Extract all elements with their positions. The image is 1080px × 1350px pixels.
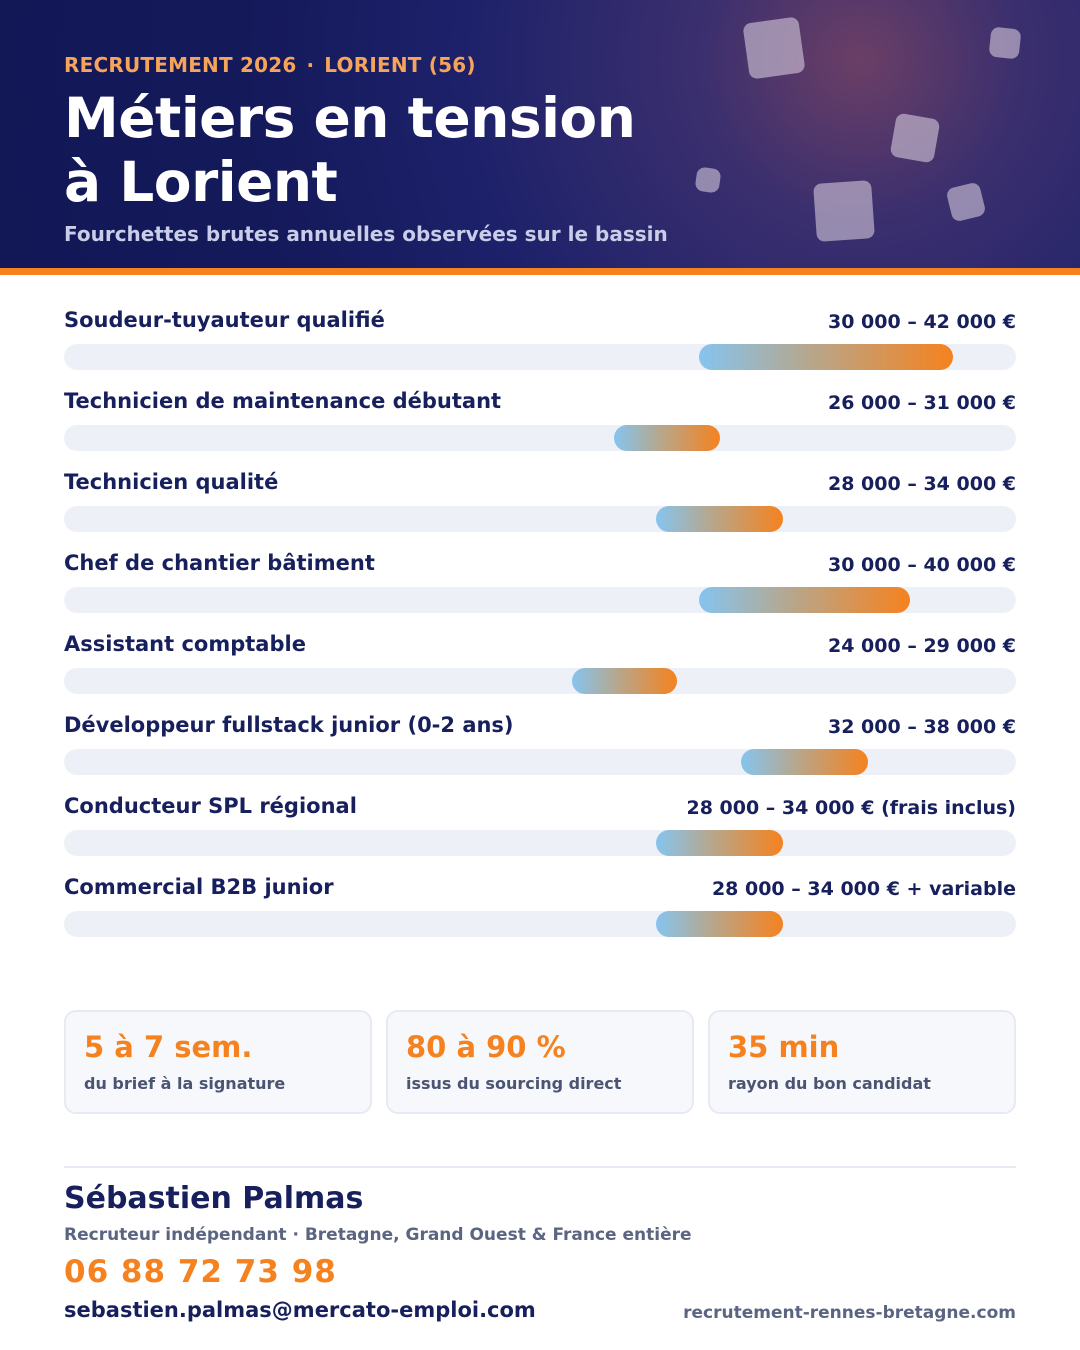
range-track	[64, 506, 1016, 532]
row-label: Développeur fullstack junior (0-2 ans)	[64, 713, 514, 737]
website-link[interactable]: recrutement-rennes-bretagne.com	[683, 1303, 1016, 1323]
row-range-label: 32 000 – 38 000 €	[828, 716, 1016, 738]
decorative-square	[989, 27, 1022, 60]
contact-name: Sébastien Palmas	[64, 1181, 364, 1216]
range-track	[64, 587, 1016, 613]
range-bar	[741, 749, 868, 775]
row-range-label: 30 000 – 42 000 €	[828, 311, 1016, 333]
header-banner	[0, 0, 1080, 268]
row-range-label: 28 000 – 34 000 €	[828, 473, 1016, 495]
decorative-square	[742, 16, 805, 79]
stat-value: 35 min	[728, 1030, 840, 1064]
range-bar	[572, 668, 678, 694]
stat-label: rayon du bon candidat	[728, 1074, 931, 1093]
header-kicker	[64, 53, 476, 77]
title-line-1: Métiers en tension	[64, 86, 636, 150]
decorative-square	[945, 181, 986, 222]
row-label: Assistant comptable	[64, 632, 306, 656]
decorative-square	[813, 180, 875, 242]
header-accent-bar	[0, 268, 1080, 275]
row-label: Technicien qualité	[64, 470, 279, 494]
range-track	[64, 668, 1016, 694]
range-bar	[656, 911, 783, 937]
contact-email-link[interactable]: sebastien.palmas@mercato-emploi.com	[64, 1298, 536, 1322]
row-label: Conducteur SPL régional	[64, 794, 357, 818]
row-label: Commercial B2B junior	[64, 875, 334, 899]
range-track	[64, 749, 1016, 775]
range-track	[64, 425, 1016, 451]
stat-label: du brief à la signature	[84, 1074, 286, 1093]
stat-card-sourcing	[386, 1010, 694, 1114]
row-label: Technicien de maintenance débutant	[64, 389, 502, 413]
range-bar	[699, 587, 911, 613]
footer-divider	[64, 1166, 1016, 1168]
range-bar	[656, 830, 783, 856]
row-label: Soudeur-tuyauteur qualifié	[64, 308, 385, 332]
range-track	[64, 830, 1016, 856]
row-range-label: 28 000 – 34 000 € (frais inclus)	[686, 797, 1016, 819]
kicker-year: RECRUTEMENT 2026	[64, 53, 297, 77]
stat-value: 5 à 7 sem.	[84, 1030, 253, 1064]
kicker-separator: ·	[306, 53, 315, 77]
range-track	[64, 344, 1016, 370]
row-label: Chef de chantier bâtiment	[64, 551, 375, 575]
page-title	[64, 86, 764, 214]
row-range-label: 30 000 – 40 000 €	[828, 554, 1016, 576]
kicker-location: LORIENT (56)	[324, 53, 476, 77]
contact-phone-link[interactable]: 06 88 72 73 98	[64, 1254, 337, 1290]
title-line-2: à Lorient	[64, 150, 338, 214]
contact-role: Recruteur indépendant · Bretagne, Grand Ouest & France entière	[64, 1225, 692, 1245]
stat-card-delay	[64, 1010, 372, 1114]
stat-value: 80 à 90 %	[406, 1030, 566, 1064]
row-range-label: 24 000 – 29 000 €	[828, 635, 1016, 657]
range-bar	[614, 425, 720, 451]
stat-card-radius	[708, 1010, 1016, 1114]
decorative-square	[890, 113, 941, 164]
range-track	[64, 911, 1016, 937]
row-range-label: 28 000 – 34 000 € + variable	[711, 878, 1016, 900]
page-subtitle: Fourchettes brutes annuelles observées sur le bassin	[64, 222, 668, 246]
row-range-label: 26 000 – 31 000 €	[828, 392, 1016, 414]
range-bar	[656, 506, 783, 532]
stat-label: issus du sourcing direct	[406, 1074, 622, 1093]
range-bar	[699, 344, 953, 370]
